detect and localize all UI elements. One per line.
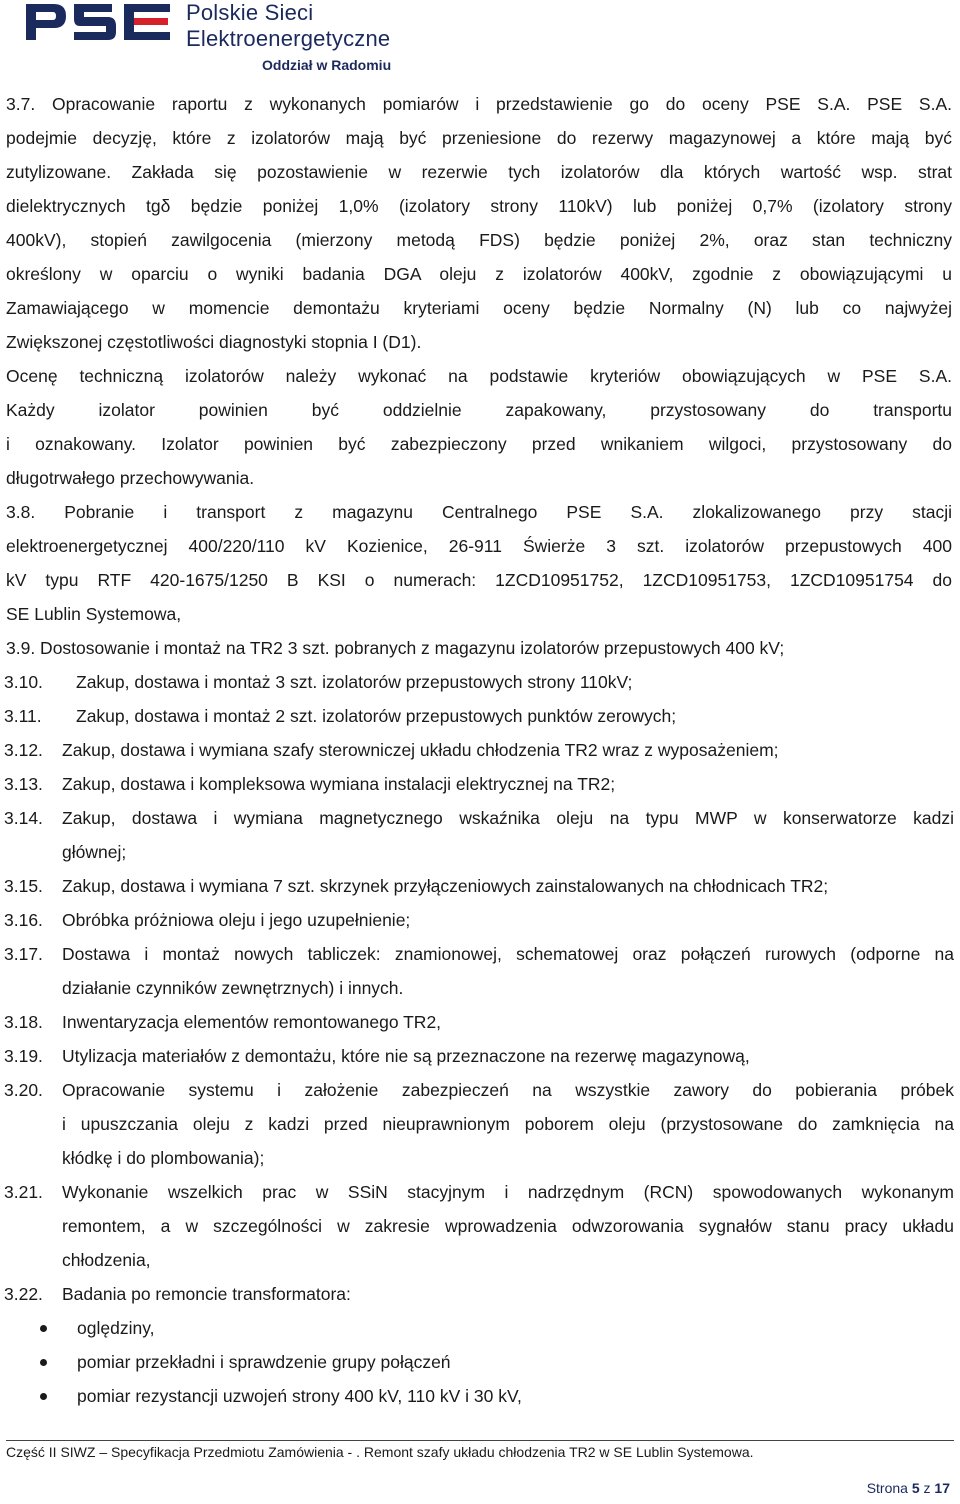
page-number	[867, 1480, 950, 1496]
item-number: 3.22.	[4, 1284, 43, 1304]
paragraph-line: elektroenergetycznej 400/220/110 kV Kozienice, 26-911 Świerże 3 szt. izolatorów przepustowych 400	[6, 536, 952, 556]
paragraph-line: Zamawiającego w momencie demontażu kryteriami oceny będzie Normalny (N) lub co najwyżej	[6, 298, 952, 318]
paragraph-line: Każdy izolator powinien być oddzielnie zapakowany, przystosowany do transportu	[6, 400, 952, 420]
item-text: Zakup, dostawa i kompleksowa wymiana instalacji elektrycznej na TR2;	[62, 774, 616, 794]
paragraph-line: i oznakowany. Izolator powinien być zabezpieczony przed wnikaniem wilgoci, przystosowany do	[6, 434, 952, 454]
item-text: głównej;	[62, 842, 127, 862]
item-number: 3.13.	[4, 774, 43, 794]
item-number: 3.21.	[4, 1182, 43, 1202]
item-number: 3.19.	[4, 1046, 43, 1066]
paragraph-line: Ocenę techniczną izolatorów należy wykonać na podstawie kryteriów obowiązujących w PSE S.A.	[6, 366, 952, 386]
item-number: 3.14.	[4, 808, 43, 828]
paragraph-line: SE Lublin Systemowa,	[6, 604, 182, 624]
paragraph-line: 3.8. Pobranie i transport z magazynu Centralnego PSE S.A. zlokalizowanego przy stacji	[6, 502, 952, 522]
paragraph-line: kV typu RTF 420-1675/1250 B KSI o numerach: 1ZCD10951752, 1ZCD10951753, 1ZCD10951754 do	[6, 570, 952, 590]
footer-divider	[6, 1440, 954, 1441]
item-number: 3.12.	[4, 740, 43, 760]
bullet-icon	[40, 1393, 47, 1400]
bullet-icon	[40, 1359, 47, 1366]
item-text: Inwentaryzacja elementów remontowanego TR2,	[62, 1012, 442, 1032]
org-name-line2: Elektroenergetyczne	[186, 26, 391, 51]
bullet-item: oględziny,	[77, 1318, 155, 1338]
paragraph-line: 3.7. Opracowanie raportu z wykonanych pomiarów i przedstawienie go do oceny PSE S.A. PSE S.A.	[6, 94, 952, 114]
item-text: Dostawa i montaż nowych tabliczek: znamionowej, schematowej oraz połączeń rurowych (odporne na	[62, 944, 954, 964]
paragraph-line: 400kV), stopień zawilgocenia (mierzony metodą FDS) będzie poniżej 2%, oraz stan techniczny	[6, 230, 952, 250]
item-text: Zakup, dostawa i wymiana magnetycznego wskaźnika oleju na typu MWP w konserwatorze kadzi	[62, 808, 954, 828]
page-current: 5	[911, 1480, 920, 1496]
item-text: i upuszczania oleju z kadzi przed nieuprawnionym poborem oleju (przystosowane do zamknięcia na	[62, 1114, 954, 1134]
item-number: 3.15.	[4, 876, 43, 896]
paragraph-line: długotrwałego przechowywania.	[6, 468, 255, 488]
item-text: kłódkę i do plombowania);	[62, 1148, 265, 1168]
bullet-item: pomiar rezystancji uzwojeń strony 400 kV, 110 kV i 30 kV,	[77, 1386, 522, 1406]
branch-name: Oddział w Radomiu	[262, 57, 392, 73]
item-number: 3.10.	[4, 672, 43, 692]
bullet-icon	[40, 1325, 47, 1332]
item-number: 3.17.	[4, 944, 43, 964]
item-text: Zakup, dostawa i montaż 3 szt. izolatorów przepustowych strony 110kV;	[76, 672, 633, 692]
item-text: Wykonanie wszelkich prac w SSiN stacyjnym i nadrzędnym (RCN) spowodowanych wykonanym	[62, 1182, 954, 1202]
item-text: Utylizacja materiałów z demontażu, które nie są przeznaczone na rezerwę magazynową,	[62, 1046, 750, 1066]
paragraph-line: Zwiększonej częstotliwości diagnostyki stopnia I (D1).	[6, 332, 422, 352]
page-total: 17	[934, 1480, 950, 1496]
org-name-line1: Polskie Sieci	[186, 0, 314, 25]
bullet-item: pomiar przekładni i sprawdzenie grupy połączeń	[77, 1352, 451, 1372]
item-number: 3.20.	[4, 1080, 43, 1100]
page-label: Strona	[866, 1480, 908, 1496]
item-text: chłodzenia,	[62, 1250, 151, 1270]
page-of: z	[923, 1480, 931, 1496]
item-text: Badania po remoncie transformatora:	[62, 1284, 351, 1304]
company-logo	[24, 0, 424, 80]
item-text: działanie czynników zewnętrznych) i innych.	[62, 978, 404, 998]
item-text: Obróbka próżniowa oleju i jego uzupełnienie;	[62, 910, 411, 930]
pse-logo-icon	[24, 0, 174, 42]
paragraph-line: określony w oparciu o wyniki badania DGA oleju z izolatorów 400kV, zgodnie z obowiązującymi u	[6, 264, 952, 284]
item-text: Zakup, dostawa i montaż 2 szt. izolatorów przepustowych punktów zerowych;	[76, 706, 677, 726]
paragraph-line: 3.9. Dostosowanie i montaż na TR2 3 szt. pobranych z magazynu izolatorów przepustowych 400 kV;	[6, 638, 785, 658]
paragraph-line: zutylizowane. Zakłada się pozostawienie w rezerwie tych izolatorów dla których wartość wsp. strat	[6, 162, 952, 182]
item-text: Opracowanie systemu i założenie zabezpieczeń na wszystkie zawory do pobierania próbek	[62, 1080, 954, 1100]
item-text: remontem, a w szczególności w zakresie wprowadzenia odwzorowania sygnałów stanu pracy układu	[62, 1216, 954, 1236]
item-text: Zakup, dostawa i wymiana szafy sterowniczej układu chłodzenia TR2 wraz z wyposażeniem;	[62, 740, 779, 760]
item-text: Zakup, dostawa i wymiana 7 szt. skrzynek przyłączeniowych zainstalowanych na chłodnicach TR2;	[62, 876, 829, 896]
item-number: 3.18.	[4, 1012, 43, 1032]
item-number: 3.11.	[4, 706, 42, 726]
item-number: 3.16.	[4, 910, 43, 930]
paragraph-line: dielektrycznych tgδ będzie poniżej 1,0% (izolatory strony 110kV) lub poniżej 0,7% (izolatory strony	[6, 196, 952, 216]
paragraph-line: podejmie decyzję, które z izolatorów mają być przeniesione do rezerwy magazynowej a które mają być	[6, 128, 952, 148]
footer-text: Część II SIWZ – Specyfikacja Przedmiotu Zamówienia - . Remont szafy układu chłodzenia TR2 w SE Lublin Systemowa.	[6, 1444, 754, 1460]
